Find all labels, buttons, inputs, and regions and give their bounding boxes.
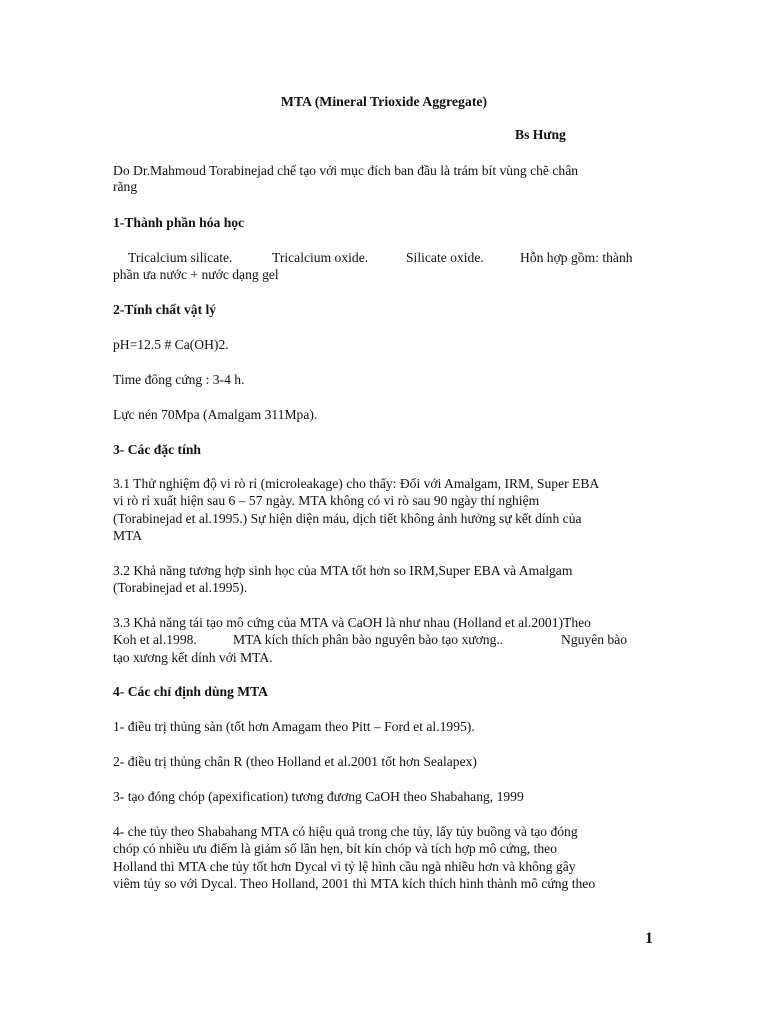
composition-line-2: phần ưa nước + nước dạng gel xyxy=(113,267,279,282)
intro-line-2: răng xyxy=(113,179,138,194)
compressive-strength: Lực nén 70Mpa (Amalgam 311Mpa). xyxy=(113,407,318,422)
indication-3: 3- tạo đóng chóp (apexification) tương đương CaOH theo Shabahang, 1999 xyxy=(113,789,524,804)
composition-item-3: Silicate oxide. xyxy=(406,250,484,265)
page-number: 1 xyxy=(645,930,653,947)
composition-item-2: Tricalcium oxide. xyxy=(272,250,369,265)
para-3-3-part-2: MTA kích thích phân bào nguyên bào tạo xương.. xyxy=(233,632,504,647)
para-3-3-part-3: Nguyên bào xyxy=(561,632,628,647)
para-3-2-line-2: (Torabinejad et al.1995). xyxy=(113,580,248,595)
para-3-2-line-1: 3.2 Khả năng tương hợp sinh học của MTA tốt hơn so IRM,Super EBA và Amalgam xyxy=(113,563,573,578)
indication-4-line-3: Holland thì MTA che tủy tốt hơn Dycal vì tỷ lệ hình cầu ngà nhiều hơn và không gây xyxy=(113,859,576,874)
indication-4-line-4: viêm tủy so với Dycal. Theo Holland, 2001 thì MTA kích thích hình thành mô cứng theo xyxy=(113,876,596,891)
intro-line-1: Do Dr.Mahmoud Torabinejad chế tạo với mục đích ban đầu là trám bít vùng chẽ chân xyxy=(113,163,579,178)
indication-4-line-1: 4- che tủy theo Shabahang MTA có hiệu quả trong che tủy, lấy tủy buồng và tạo đóng xyxy=(113,824,578,839)
composition-item-1: Tricalcium silicate. xyxy=(128,250,233,265)
para-3-3-part-1: Koh et al.1998. xyxy=(113,632,197,647)
section-3-heading: 3- Các đặc tính xyxy=(113,442,201,457)
indication-1: 1- điều trị thủng sàn (tốt hơn Amagam theo Pitt – Ford et al.1995). xyxy=(113,719,475,734)
para-3-1-line-1: 3.1 Thử nghiệm độ vi rò rỉ (microleakage) cho thấy: Đối với Amalgam, IRM, Super EBA xyxy=(113,476,600,491)
document-title: MTA (Mineral Trioxide Aggregate) xyxy=(280,94,488,109)
section-2-heading: 2-Tính chất vật lý xyxy=(113,302,217,317)
composition-item-4: Hỗn hợp gồm: thành xyxy=(520,250,633,265)
setting-time: Time đông cứng : 3-4 h. xyxy=(113,372,245,387)
para-3-3-line-1: 3.3 Khả năng tái tạo mô cứng của MTA và CaOH là như nhau (Holland et al.2001)Theo xyxy=(113,615,591,630)
para-3-3-line-3: tạo xương kết dính với MTA. xyxy=(113,650,273,665)
indication-4-line-2: chóp có nhiều ưu điểm là giảm số lần hẹn, bít kín chóp và tích hợp mô cứng, theo xyxy=(113,841,557,856)
indication-2: 2- điều trị thủng chân R (theo Holland et al.2001 tốt hơn Sealapex) xyxy=(113,754,477,769)
para-3-1-line-4: MTA xyxy=(113,528,143,543)
para-3-1-line-3: (Torabinejad et al.1995.) Sự hiện diện máu, dịch tiết không ảnh hưởng sự kết dính của xyxy=(113,511,582,526)
author: Bs Hưng xyxy=(515,127,566,142)
section-1-heading: 1-Thành phần hóa học xyxy=(113,215,245,230)
section-4-heading: 4- Các chỉ định dùng MTA xyxy=(113,684,268,699)
para-3-1-line-2: vi rò rỉ xuất hiện sau 6 – 57 ngày. MTA không có vi rò sau 90 ngày thí nghiệm xyxy=(113,493,540,508)
ph-value: pH=12.5 # Ca(OH)2. xyxy=(113,337,229,352)
